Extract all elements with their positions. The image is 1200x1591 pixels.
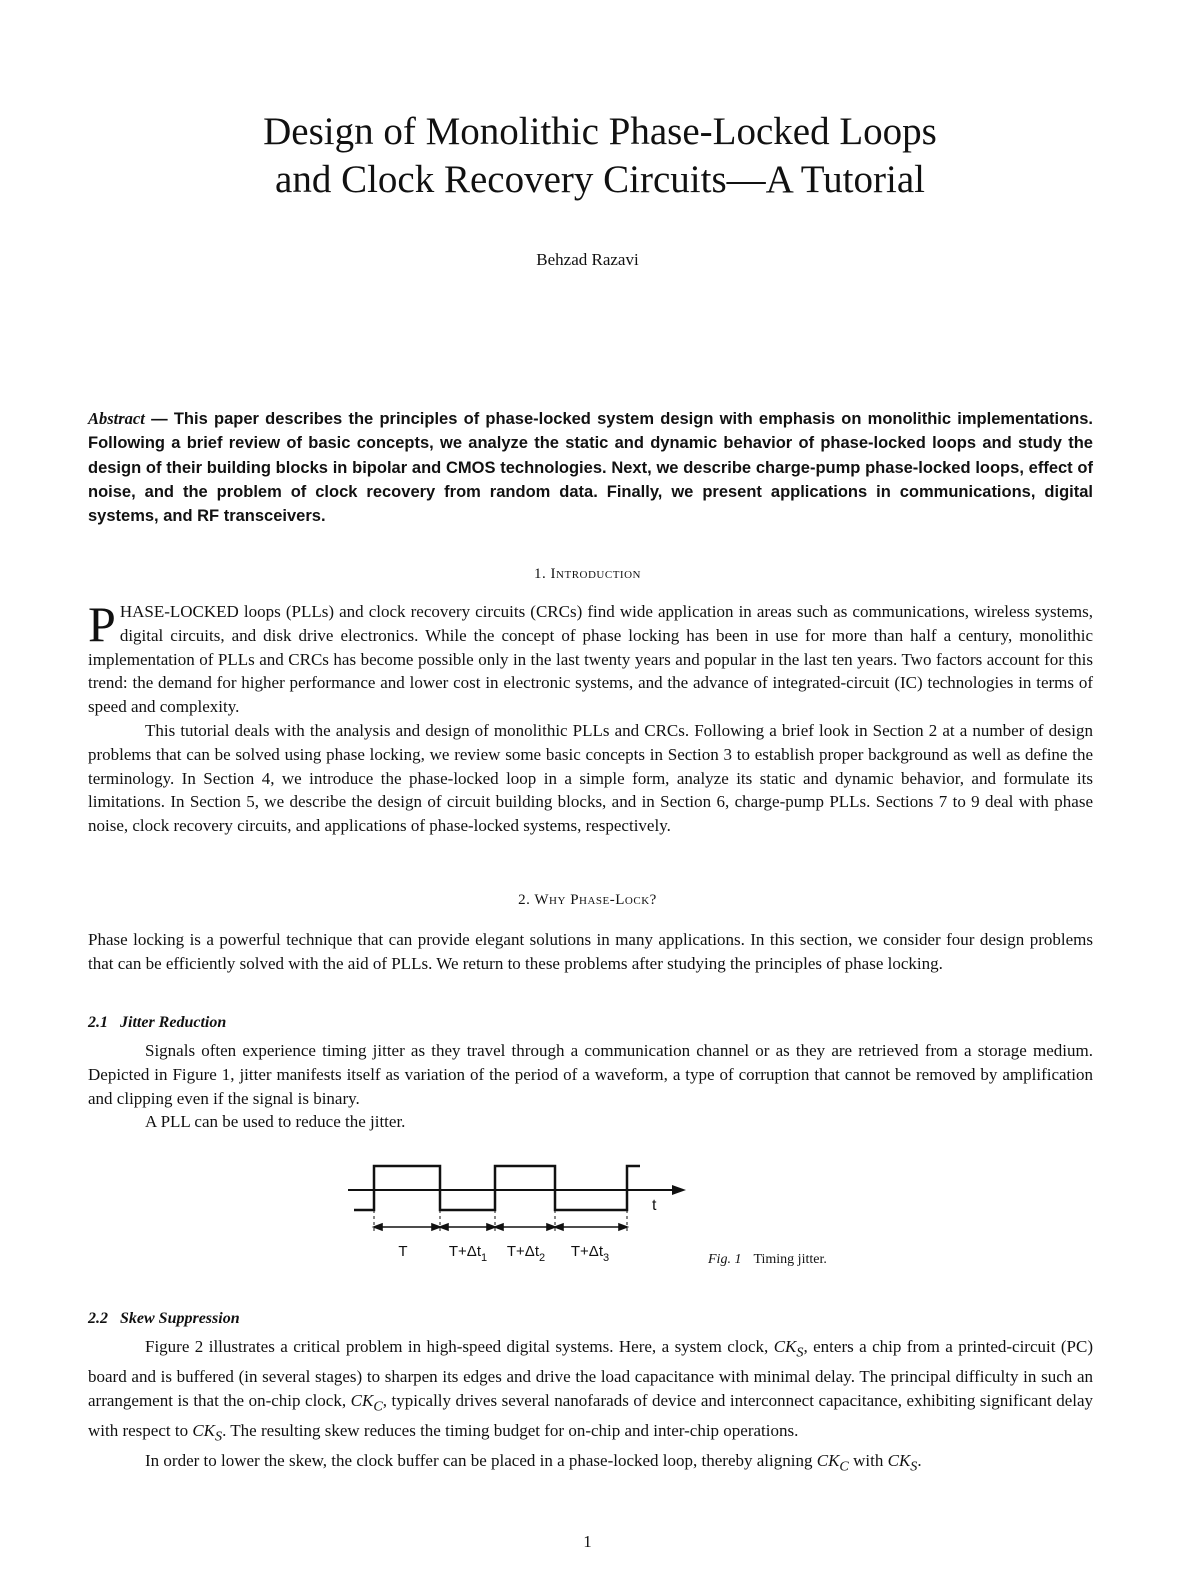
subsection-2-2-heading [88,1310,240,1328]
subsection-number: 2.1 [88,1014,108,1031]
interval-arrows [374,1224,627,1230]
drop-cap: P [88,596,116,652]
title-line-1: Design of Monolithic Phase-Locked Loops [263,110,937,153]
section-1-heading: 1. Introduction [534,566,641,582]
abstract-dash: — [144,410,174,428]
axis-arrowhead [672,1185,686,1195]
author-name: Behzad Razavi [536,250,639,269]
interval-label-T: T [398,1243,408,1260]
paper-title [100,108,1100,204]
abstract-text: This paper describes the principles of phase-locked system design with emphasis on monolithic implementations. Following a brief review of basic concepts, we analyze the static and dynamic behavior of phase-locked loops and study the design of their building blocks in bipolar and CMOS technologies. Next, we describe charge-pump phase-locked loops, effect of noise, and the problem of clock recovery from random data. Finally, we present applications in communications, digital systems, and RF transceivers. [88,410,1093,526]
symbol-ck-s: $CK_S$ [773,1337,804,1361]
axis-label-t: t [652,1197,657,1214]
jitter-paragraph-1: Signals often experience timing jitter as they travel through a communication channel or as they are retrieved from a storage medium. Depicted in Figure 1, jitter manifests itself as variation of the period of a waveform, a type of corruption that cannot be removed by amplification and clipping even if the signal is binary. [88,1041,1093,1108]
section-1-body [88,596,1093,838]
subsection-2-1-heading [88,1014,226,1032]
interval-label-dt1: $T+\Delta t_1$ [448,1243,488,1264]
interval-label-dt3: $T+\Delta t_3$ [570,1243,610,1264]
figure-number: Fig. 1 [708,1252,742,1267]
interval-label-dt2: $T+\Delta t_2$ [506,1243,546,1264]
symbol-ck-s: $CK_S$ [887,1451,918,1475]
skew-paragraph-2: In order to lower the skew, the clock buffer can be placed in a phase-locked loop, thereby aligning $CK_C$ with $CK_S$. [145,1451,922,1475]
abstract-label: Abstract [88,409,145,428]
section-2-heading: 2. Why Phase-Lock? [518,892,657,908]
title-line-2: and Clock Recovery Circuits—A Tutorial [275,158,925,201]
section-2-paragraph: Phase locking is a powerful technique that can provide elegant solutions in many applications. In this section, we consider four design problems that can be efficiently solved with the aid of PLLs. We return to these problems after studying the principles of phase locking. [88,930,1093,973]
jittery-square-wave [354,1166,640,1210]
figure-1-jitter-waveform [340,1158,700,1276]
subsection-number: 2.2 [88,1310,108,1327]
intro-paragraph-1 [88,596,1093,719]
intro-paragraph-2: This tutorial deals with the analysis and design of monolithic PLLs and CRCs. Following a brief look in Section 2 at a number of design problems that can be solved using phase locking, we review some basic concepts in Section 3 to establish proper background as well as define the terminology. In Section 4, we introduce the phase-locked loop in a simple form, analyze its static and dynamic behavior, and formulate its limitations. In Section 5, we describe the design of circuit building blocks, and in Section 6, charge-pump PLLs. Sections 7 to 9 deal with phase noise, clock recovery circuits, and applications of phase-locked systems, respectively. [88,720,1093,836]
page-number: 1 [583,1532,592,1551]
subsection-title: Jitter Reduction [120,1014,227,1031]
subsection-2-1-body [88,1039,1093,1134]
abstract [88,407,1093,528]
subsection-title: Skew Suppression [120,1310,240,1327]
symbol-ck-s: $CK_S$ [192,1421,223,1445]
figure-1-caption [708,1252,827,1268]
subsection-2-2-body [88,1335,1093,1480]
intro-paragraph-1-text: HASE-LOCKED loops (PLLs) and clock recovery circuits (CRCs) find wide application in areas such as communications, wireless systems, digital circuits, and disk drive electronics. While the concept of phase locking has been in use for more than half a century, monolithic implementation of PLLs and CRCs has become possible only in the last twenty years and popular in the last ten years. Two factors account for this trend: the demand for higher performance and lower cost in electronic systems, and the advance of integrated-circuit (IC) technologies in terms of speed and complexity. [88,602,1093,717]
figure-caption-text: Timing jitter. [753,1252,827,1267]
symbol-ck-c: $CK_C$ [350,1390,383,1415]
symbol-ck-c: $CK_C$ [816,1451,849,1475]
section-2-body [88,928,1093,976]
skew-paragraph-1: Figure 2 illustrates a critical problem in high-speed digital systems. Here, a system clock, $CK_S$, enters a chip from a printed-circuit (PC) board and is buffered (in several stages) to sharpen its edges and drive the load capacitance with minimal delay. The principal difficulty in such an arrangement is that the on-chip clock, $CK_C$, typically drives several nanofarads of device and interconnect capacitance, exhibiting significant delay with respect to $CK_S$. The resulting skew reduces the timing budget for on-chip and inter-chip operations. [88,1337,1094,1445]
jitter-paragraph-2: A PLL can be used to reduce the jitter. [145,1112,406,1132]
